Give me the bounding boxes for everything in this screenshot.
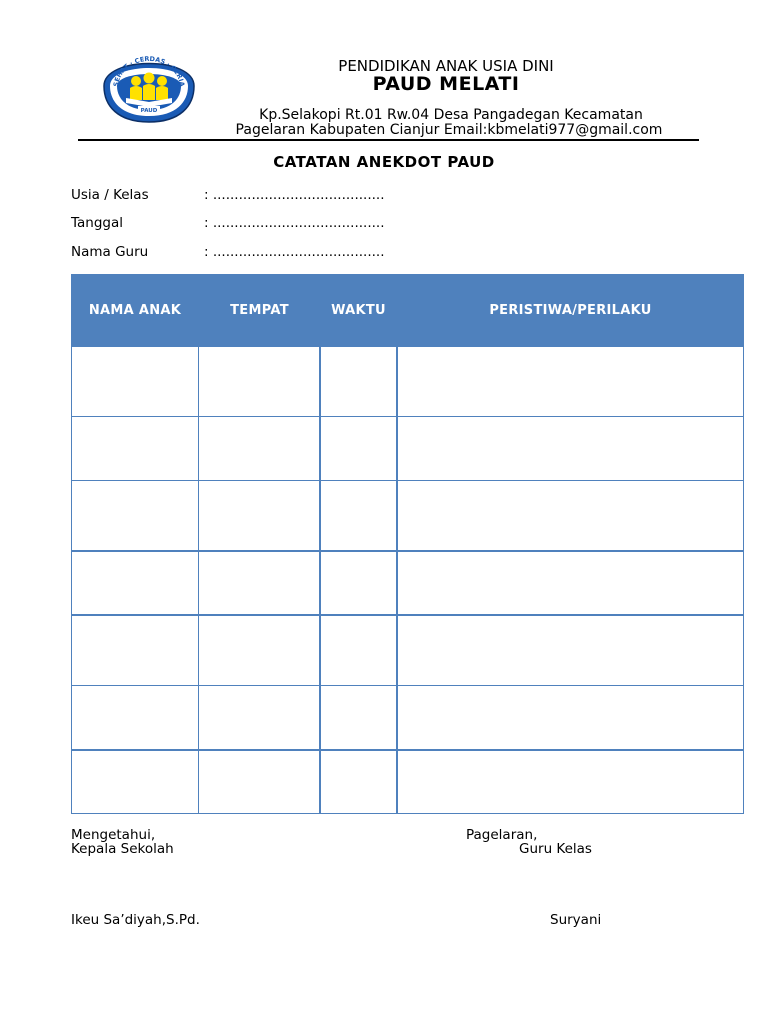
sig-left-line1: Mengetahui, — [71, 827, 156, 843]
sig-right-name: Suryani — [550, 912, 602, 928]
column-header-nama-anak: NAMA ANAK — [88, 303, 182, 318]
table-border-right — [743, 347, 744, 814]
column-header-tempat: TEMPAT — [230, 303, 289, 318]
institution-type: PENDIDIKAN ANAK USIA DINI — [338, 57, 554, 75]
field-value: : ........................................ — [204, 215, 385, 231]
field-label: Usia / Kelas — [71, 187, 149, 203]
column-header-waktu: WAKTU — [331, 303, 386, 318]
field-label: Nama Guru — [71, 244, 149, 260]
header-rule — [78, 139, 699, 141]
field-value: : ........................................ — [204, 187, 385, 203]
anecdote-table — [71, 274, 744, 814]
sig-right-line1: Pagelaran, — [466, 827, 538, 843]
sig-right-line2: Guru Kelas — [519, 841, 592, 857]
table-row — [71, 614, 744, 616]
column-divider — [319, 347, 321, 814]
table-row — [71, 749, 744, 751]
address-line-1: Kp.Selakopi Rt.01 Rw.04 Desa Pangadegan Kecamatan — [259, 107, 643, 123]
table-border-left — [71, 347, 72, 814]
table-row — [71, 480, 744, 481]
table-row — [71, 813, 744, 814]
paud-logo — [100, 48, 198, 124]
logo-paud-text: PAUD — [140, 108, 158, 114]
logo-motto: SEHAT · CERDAS · CERIA — [111, 54, 187, 88]
table-row — [71, 685, 744, 686]
address-line-2: Pagelaran Kabupaten Cianjur Email:kbmelati977@gmail.com — [235, 122, 663, 138]
sig-left-line2: Kepala Sekolah — [71, 841, 174, 857]
field-value: : ........................................ — [204, 244, 385, 260]
column-header-peristiwa: PERISTIWA/PERILAKU — [489, 303, 652, 318]
column-divider — [198, 347, 199, 814]
column-divider — [396, 347, 398, 814]
school-name: PAUD MELATI — [372, 73, 520, 95]
table-row — [71, 550, 744, 552]
field-label: Tanggal — [71, 215, 124, 231]
document-title: CATATAN ANEKDOT PAUD — [273, 153, 495, 171]
table-row — [71, 416, 744, 417]
sig-left-name: Ikeu Sa’diyah,S.Pd. — [71, 912, 200, 928]
